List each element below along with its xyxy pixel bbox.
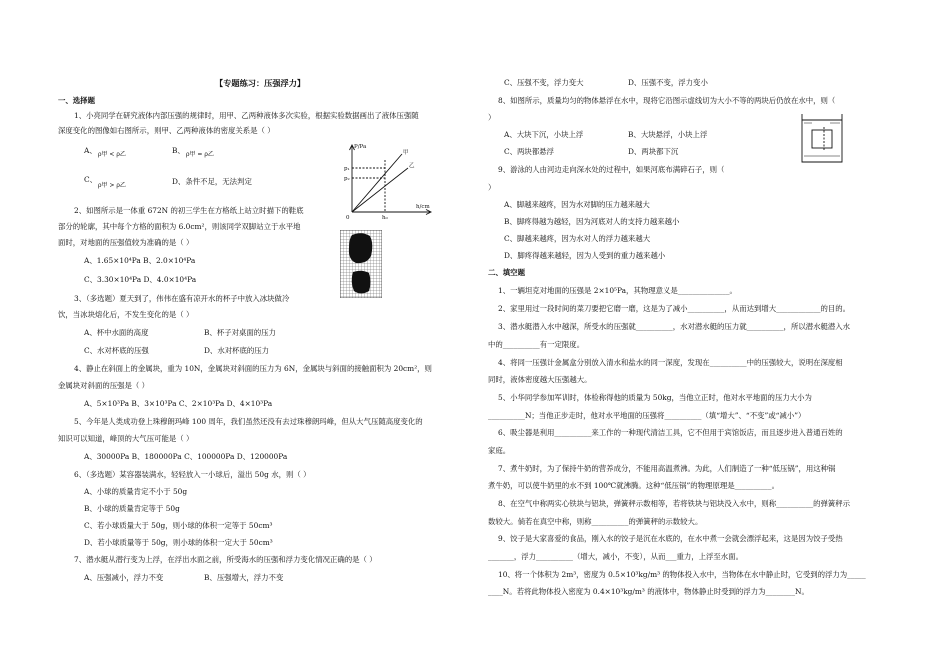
q8-option-d: D、两块都下沉 <box>628 147 679 156</box>
fill-q8-line2: 数较大。倘若在真空中称，则称__________的弹簧秤的示数较大。 <box>488 517 703 526</box>
q5-text-line1: 5、今年是人类成功登上珠穆朗玛峰 100 周年，我们虽然还没有去过珠穆朗玛峰，但从大气压随高度变化的 <box>74 417 423 426</box>
q3-option-c: C、水对杯底的压强 <box>84 346 149 355</box>
fill-q5-line2: __________N；当他正步走时，他对水平地面的压强将__________（填“增大”、“不变”或“减小”） <box>488 411 806 420</box>
q1-option-c-expr: ρ甲 > ρ乙 <box>98 182 126 189</box>
q8-text-line1: 8、如图所示，质量均匀的物体悬浮在水中，现将它沿图示虚线切为大小不等的两块后仍放在水中，则（ <box>498 96 836 105</box>
graph-ylabel: P/Pa <box>354 144 367 150</box>
q2-text-line2: 部分的轮廓，其中每个方格的面积为 6.0cm²，则该同学双脚站立于水平地 <box>58 222 301 231</box>
q5-text-line2: 知识可以知道，峰顶的大气压可能是（ ） <box>58 434 194 443</box>
fill-q9-line2: _______，浮力__________（增大，减小，不变），从而___重力，上浮至水面。 <box>488 552 743 561</box>
q6-option-b: B、小球的质量肯定等于 50g <box>84 504 180 513</box>
shoe-print-grid <box>340 230 382 298</box>
q2-text-line1: 2、如图所示是一体重 672N 的初三学生在方格纸上站立时描下的鞋底 <box>74 206 304 215</box>
fill-q7-line1: 7、煮牛奶时，为了保持牛奶的营养成分，不能用高温煮沸。为此，人们制造了一种“低压锅”，用这种锅 <box>498 464 836 473</box>
q9-option-a: A、脚越来越疼，因为水对脚的压力越来越大 <box>504 200 650 209</box>
fill-q9-line1: 9、饺子是大家喜爱的食品，刚入水的饺子是沉在水底的，在水中煮一会就会漂浮起来，这是因为饺子受热 <box>498 534 843 543</box>
fill-q10-line1: 10、将一个体积为 2m³，密度为 0.5×10³kg/m³ 的物体投入水中，当物体在水中静止时，它受到的浮力为_____ <box>498 570 866 579</box>
graph-line-jia <box>352 154 402 212</box>
graph-label-yi: 乙 <box>409 163 415 169</box>
q3-text-line2: 饮，当冰块熔化后，不发生变化的是（ ） <box>58 310 194 319</box>
shoe-print-front <box>349 233 372 263</box>
q1-text-line1: 1、小亮同学在研究液体内部压强的规律时，用甲、乙两种液体多次实验，根据实验数据画出了液体压强随 <box>74 111 419 120</box>
page-title: 【专题练习：压强浮力】 <box>215 78 306 88</box>
q1-option-b-expr: ρ甲 = ρ乙 <box>186 151 214 158</box>
q1-option-a: A、 <box>84 146 97 155</box>
q4-text-line2: 金属块对斜面的压强是（ ） <box>58 381 150 390</box>
q6-option-d: D、若小球质量等于 50g，则小球的体积一定大于 50cm³ <box>84 538 273 547</box>
q3-text-line1: 3、（多选题）夏天到了，伟伟在盛有凉开水的杯子中放入冰块做冷 <box>74 294 290 303</box>
q6-text-line1: 6、（多选题）某容器装满水，轻轻放入一小球后，溢出 50g 水，则（ ） <box>74 470 311 479</box>
q8-option-c: C、两块都悬浮 <box>504 147 554 156</box>
fill-q3-line2: 中的__________有一定限度。 <box>488 340 585 349</box>
fill-q6-line2: 家庭。 <box>488 446 511 455</box>
q9-option-d: D、脚疼得越来越轻，因为人受到的重力越来越小 <box>504 251 666 260</box>
fill-q10-line2: ____N。若将此物体投入密度为 0.4×10³kg/m³ 的液体中，物体静止时受到的浮力为________N。 <box>488 587 809 596</box>
graph-xlabel: h/cm <box>416 204 430 210</box>
fill-q6-line1: 6、吸尘器是利用__________来工作的一种现代清洁工具，它不但用于宾馆饭店，而且逐步进入普通百姓的 <box>498 428 843 437</box>
q4-text-line1: 4、静止在斜面上的金属块，重为 10N，金属块对斜面的压力为 6N，金属块与斜面的接触面积为 20cm²，则 <box>74 364 432 373</box>
suspended-block <box>812 130 832 148</box>
q7-option-b: B、压强增大，浮力不变 <box>204 573 284 582</box>
q7-option-d: D、压强不变，浮力变小 <box>628 78 708 87</box>
q2-text-line3: 面时，对地面的压强值较为准确的是（ ） <box>58 238 194 247</box>
shoe-print-heel <box>352 271 371 294</box>
fill-q4-line2: 同时，液体密度越大压强越大。 <box>488 375 592 384</box>
fill-q7-line2: 煮牛奶，可以使牛奶里的水不到 100℃就沸腾。这种“低压锅”的物理原理是__________。 <box>488 481 779 490</box>
q1-option-b: B、 <box>172 146 185 155</box>
q7-text-line1: 7、潜水艇从潜行变为上浮，在浮出水面之前，所受海水的压强和浮力变化情况正确的是（ ） <box>74 555 377 564</box>
q6-option-a: A、小球的质量肯定不小于 50g <box>84 487 188 496</box>
q1-option-a-expr: ρ甲 < ρ乙 <box>98 151 126 158</box>
fill-q1: 1、一辆坦克对地面的压强是 2×10⁵Pa，其物理意义是______________。 <box>498 286 737 295</box>
q5-options: A、30000Pa B、180000Pa C、100000Pa D、120000Pa <box>84 452 288 461</box>
graph-origin: 0 <box>346 215 350 221</box>
graph-label-p1: p₁ <box>344 166 350 172</box>
pressure-depth-graph <box>340 140 436 222</box>
graph-label-p2: p₂ <box>344 176 350 182</box>
q2-options-ab: A、1.65×10⁴Pa B、2.0×10⁴Pa <box>84 256 196 265</box>
q2-options-cd: C、3.30×10⁴Pa D、4.0×10⁴Pa <box>84 275 197 284</box>
fill-q4-line1: 4、将同一压强计金属盒分别放入清水和盐水的同一深度，发现在__________中的压强较大，说明在深度相 <box>498 358 843 367</box>
q8-option-a: A、大块下沉，小块上浮 <box>504 130 584 139</box>
section-fill-heading: 二、填空题 <box>488 268 525 277</box>
q1-text-line2: 深度变化的图像如右图所示，则甲、乙两种液体的密度关系是（ ） <box>58 126 275 135</box>
fill-q2: 2、家里用过一段时间的菜刀要把它磨一磨，这是为了减小__________，从而达到增大____________的目的。 <box>498 304 851 313</box>
q9-option-c: C、脚越来越疼，因为水对人的浮力越来越大 <box>504 234 651 243</box>
q1-option-d: D、条件不足，无法判定 <box>172 177 252 186</box>
graph-label-h0: h₀ <box>382 215 388 221</box>
q9-text-line1: 9、游泳的人由河边走向深水处的过程中，如果河底布满碎石子，则（ <box>498 165 725 174</box>
q3-option-b: B、杯子对桌面的压力 <box>204 328 276 337</box>
graph-line-yi <box>352 168 408 212</box>
q3-option-a: A、杯中水面的高度 <box>84 328 149 337</box>
graph-label-jia: 甲 <box>403 150 409 156</box>
suspended-object-figure <box>800 112 844 164</box>
q8-text-line2: ） <box>488 113 496 122</box>
q7-option-a: A、压强减小，浮力不变 <box>84 573 164 582</box>
q1-option-c: C、 <box>84 175 98 184</box>
fill-q3-line1: 3、潜水艇潜入水中越深，所受水的压强就__________，水对潜水艇的压力就__________，所以潜水艇潜入水 <box>498 322 851 331</box>
q7-option-c: C、压强不变，浮力变大 <box>504 78 584 87</box>
section-choice-heading: 一、选择题 <box>58 96 95 105</box>
q6-option-c: C、若小球质量大于 50g，则小球的体积一定等于 50cm³ <box>84 521 273 530</box>
q4-options: A、5×10³Pa B、3×10³Pa C、2×10³Pa D、4×10³Pa <box>84 399 273 408</box>
q3-option-d: D、水对杯底的压力 <box>204 346 270 355</box>
fill-q8-line1: 8、在空气中称两实心铁块与铝块，弹簧秤示数相等，若将铁块与铝块没入水中，则称__________的弹簧秤示 <box>498 499 851 508</box>
q8-option-b: B、大块悬浮，小块上浮 <box>628 130 708 139</box>
fill-q5-line1: 5、小华同学参加军训时，体检称得他的质量为 50kg，当他立正时，他对水平地面的压力大小为 <box>498 393 812 402</box>
q9-option-b: B、脚疼得越为越轻，因为河底对人的支持力越来越小 <box>504 217 680 226</box>
q9-text-line2: ） <box>488 183 496 192</box>
